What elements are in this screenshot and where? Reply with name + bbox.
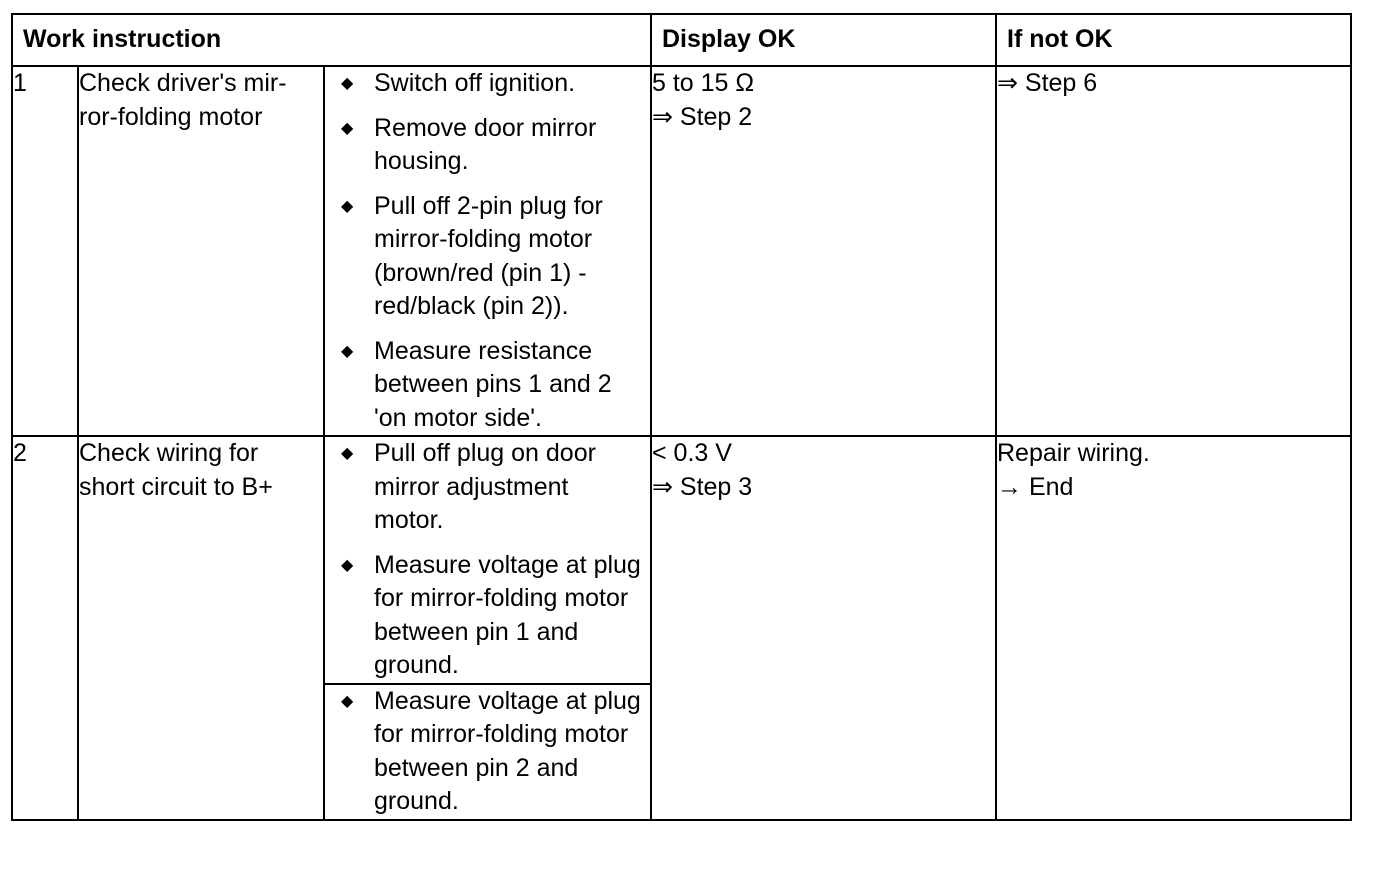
step-title (78, 436, 324, 820)
if-not-ok-cell (996, 66, 1351, 436)
if-not-ok-action: Repair wiring. (997, 439, 1150, 467)
diamond-bullet-icon: ◆ (341, 692, 354, 710)
list-item: ◆ Switch off ignition. (325, 67, 642, 101)
list-item: ◆ Pull off 2-pin plug for mirror-folding motor (brown/red (pin 1) - red/black (pin 2)). (341, 191, 603, 320)
header-row (12, 14, 1351, 66)
list-item: ◆ Measure voltage at plug for mirror-folding motor between pin 2 and ground. (341, 686, 641, 815)
step-number: 1 (12, 66, 78, 436)
if-not-ok-next-step: ⇒ Step 6 (997, 69, 1098, 97)
diamond-bullet-icon: ◆ (341, 445, 354, 462)
list-item: ◆ Measure resistance between pins 1 and 2 'on motor side'. (341, 336, 612, 432)
step-instructions (324, 684, 651, 820)
display-ok-value: < 0.3 V (652, 439, 732, 467)
header-work-instruction: Work instruction (12, 14, 651, 66)
diamond-bullet-icon: ◆ (341, 342, 354, 360)
table-row (12, 436, 1351, 684)
instruction-list (325, 437, 642, 683)
diamond-bullet-icon: ◆ (341, 75, 354, 92)
if-not-ok-next-step: → End (997, 472, 1074, 501)
display-ok-value: 5 to 15 Ω (652, 69, 755, 97)
display-ok-cell (651, 66, 996, 436)
display-ok-next-step: ⇒ Step 3 (652, 472, 753, 501)
display-ok-next-step: ⇒ Step 2 (652, 102, 753, 131)
header-display-ok: Display OK (651, 14, 996, 66)
step-number: 2 (12, 436, 78, 820)
step-title-text: Check wiring for short circuit to B+ (79, 439, 273, 501)
step-title-text: Check driver's mir-ror-folding motor (79, 69, 287, 131)
instruction-list (325, 685, 642, 819)
table-row (12, 66, 1351, 436)
list-item: ◆ Remove door mirror housing. (341, 113, 597, 175)
diamond-bullet-icon: ◆ (341, 119, 354, 137)
step-title (78, 66, 324, 436)
step-instructions (324, 436, 651, 684)
display-ok-cell (651, 436, 996, 820)
diamond-bullet-icon: ◆ (341, 556, 354, 574)
if-not-ok-cell (996, 436, 1351, 820)
instruction-list (325, 67, 642, 435)
diamond-bullet-icon: ◆ (341, 197, 354, 215)
step-instructions (324, 66, 651, 436)
header-if-not-ok: If not OK (996, 14, 1351, 66)
list-item: ◆ Measure voltage at plug for mirror-folding motor between pin 1 and ground. (341, 550, 641, 679)
work-instruction-table (11, 13, 1352, 821)
list-item: ◆ Pull off plug on door mirror adjustment motor. (341, 439, 596, 534)
